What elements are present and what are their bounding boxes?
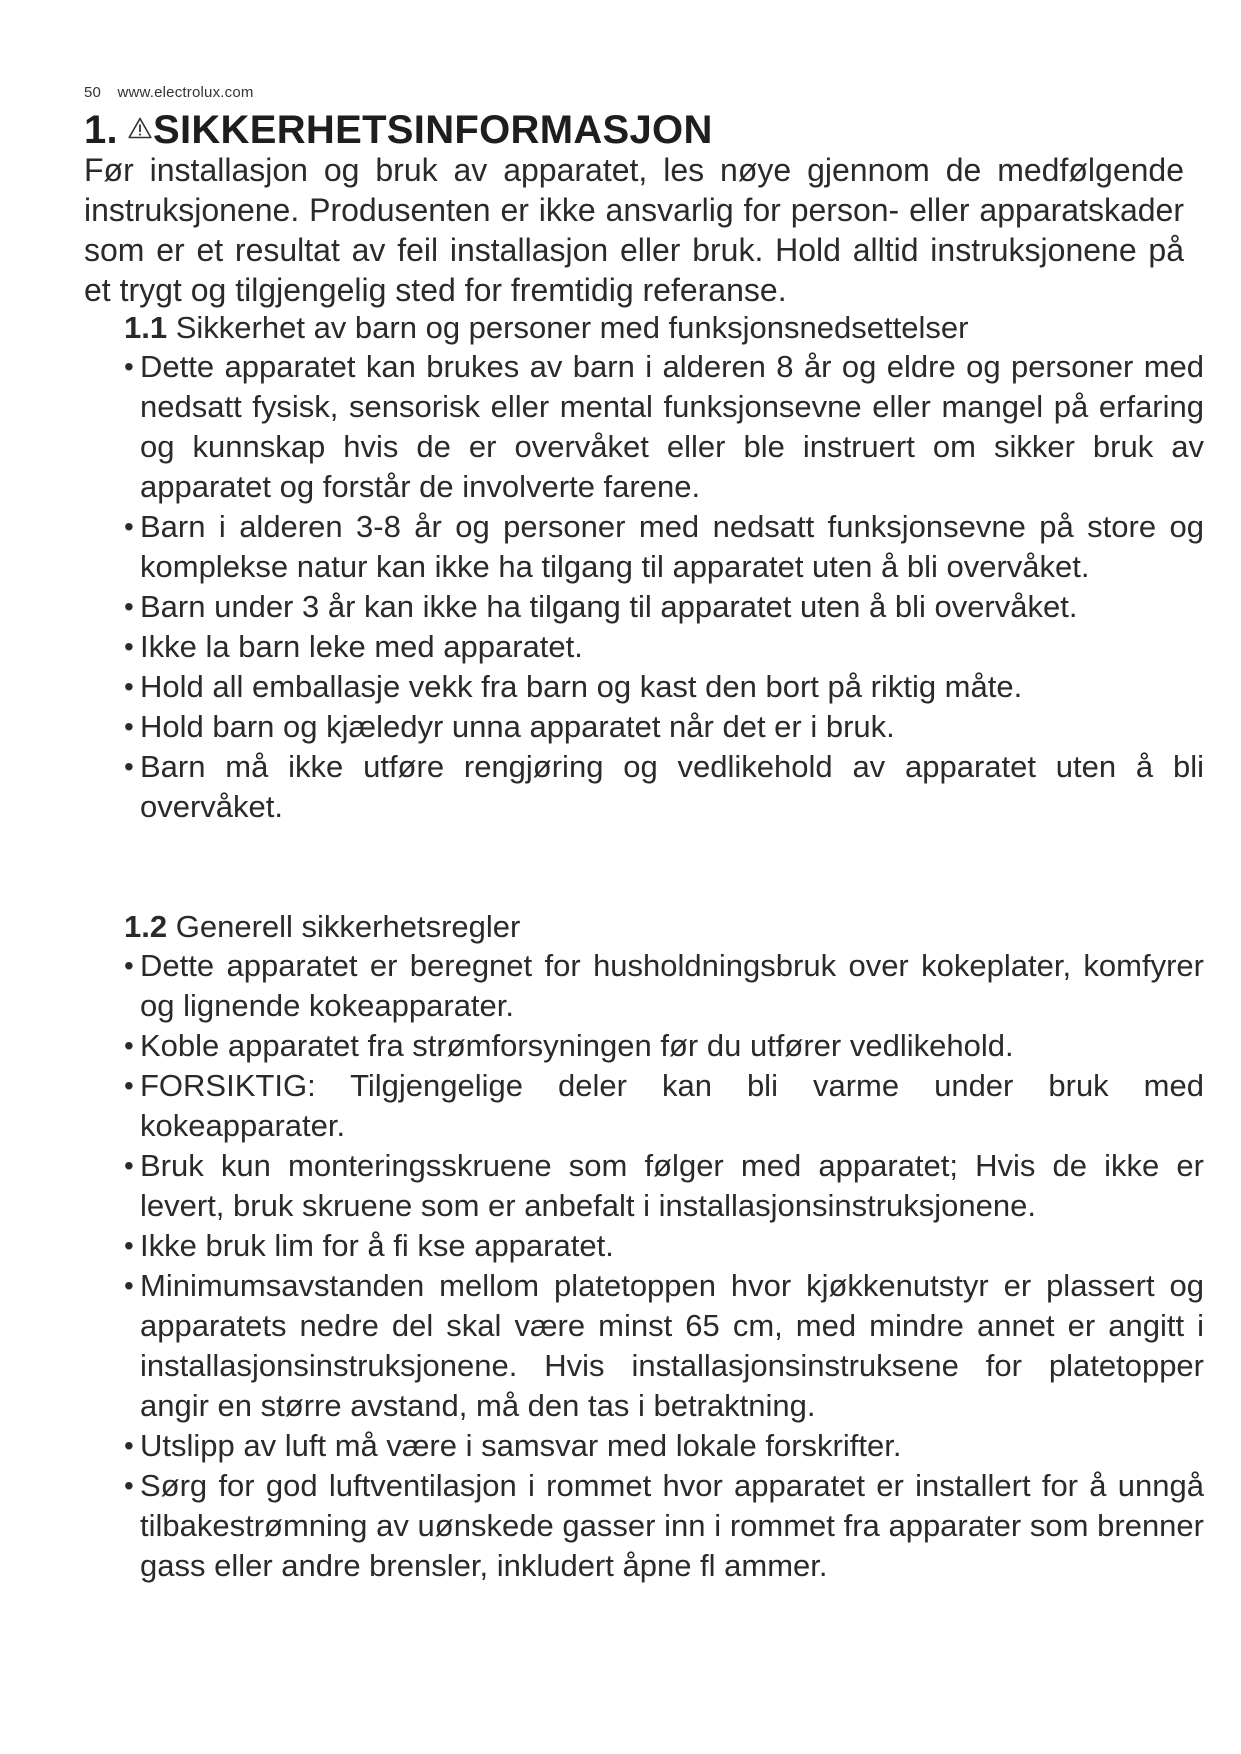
section-general-safety (124, 908, 1204, 1586)
list-item: • Minimumsavstanden mellom platetoppen hvor kjøkkenutstyr er plassert og apparatets nedre del skal være minst 65 cm, med mindre annet er angitt i installasjonsinstruksjonene. Hvis installasjonsinstruksene for platetopper angir en større avstand, må den tas i betraktning. (124, 1268, 1204, 1423)
list-item: • FORSIKTIG: Tilgjengelige deler kan bli varme under bruk med kokeapparater. (124, 1068, 1204, 1143)
page-title (84, 104, 713, 153)
page-header (84, 84, 254, 101)
list-item: • Barn må ikke utføre rengjøring og vedlikehold av apparatet uten å bli overvåket. (124, 749, 1204, 824)
section-child-safety (124, 309, 1204, 827)
list-item: • Sørg for god luftventilasjon i rommet hvor apparatet er installert for å unngå tilbakestrømning av uønskede gasser inn i rommet fra apparater som brenner gass eller andre brensler, inkludert åpne fl ammer. (124, 1468, 1204, 1583)
bullet-list (124, 946, 1204, 1586)
title-number: 1. (84, 108, 118, 152)
intro-paragraph: Før installasjon og bruk av apparatet, les nøye gjennom de medfølgende instruksjonene. Produsenten er ikke ansvarlig for person- eller apparatskader som er et resultat av feil installasjon eller bruk. Hold alltid instruksjonene på et trygt og tilgjengelig sted for fremtidig referanse. (84, 152, 1184, 308)
list-item: • Barn i alderen 3-8 år og personer med nedsatt funksjonsevne på store og komplekse natur kan ikke ha tilgang til apparatet uten å bli overvåket. (124, 509, 1204, 584)
list-item: • Ikke la barn leke med apparatet. (124, 629, 583, 664)
list-item: • Dette apparatet er beregnet for husholdningsbruk over kokeplater, komfyrer og lignende kokeapparater. (124, 948, 1204, 1023)
list-item: • Dette apparatet kan brukes av barn i alderen 8 år og eldre og personer med nedsatt fysisk, sensorisk eller mental funksjonsevne eller mangel på erfaring og kunnskap hvis de er overvåket eller ble instruert om sikker bruk av apparatet og forstår de involverte farene. (124, 349, 1204, 504)
title-text: SIKKERHETSINFORMASJON (152, 108, 713, 152)
list-item: • Bruk kun monteringsskruene som følger med apparatet; Hvis de ikke er levert, bruk skruene som er anbefalt i installasjonsinstruksjonene. (124, 1148, 1204, 1223)
page-number: 50 (84, 84, 102, 101)
section-title (124, 309, 1204, 347)
section-title-text: Sikkerhet av barn og personer med funksjonsnedsettelser (175, 310, 969, 345)
section-number: 1.2 (124, 909, 168, 944)
list-item: • Utslipp av luft må være i samsvar med lokale forskrifter. (124, 1428, 902, 1463)
website-url: www.electrolux.com (117, 84, 254, 101)
list-item: • Koble apparatet fra strømforsyningen før du utfører vedlikehold. (124, 1028, 1014, 1063)
list-item: • Ikke bruk lim for å fi kse apparatet. (124, 1228, 614, 1263)
section-title (124, 908, 1204, 946)
list-item: • Hold all emballasje vekk fra barn og kast den bort på riktig måte. (124, 669, 1023, 704)
warning-triangle-icon (128, 104, 152, 149)
section-title-text: Generell sikkerhetsregler (175, 909, 521, 944)
list-item: • Hold barn og kjæledyr unna apparatet når det er i bruk. (124, 709, 895, 744)
section-number: 1.1 (124, 310, 168, 345)
bullet-list (124, 347, 1204, 827)
list-item: • Barn under 3 år kan ikke ha tilgang til apparatet uten å bli overvåket. (124, 589, 1078, 624)
